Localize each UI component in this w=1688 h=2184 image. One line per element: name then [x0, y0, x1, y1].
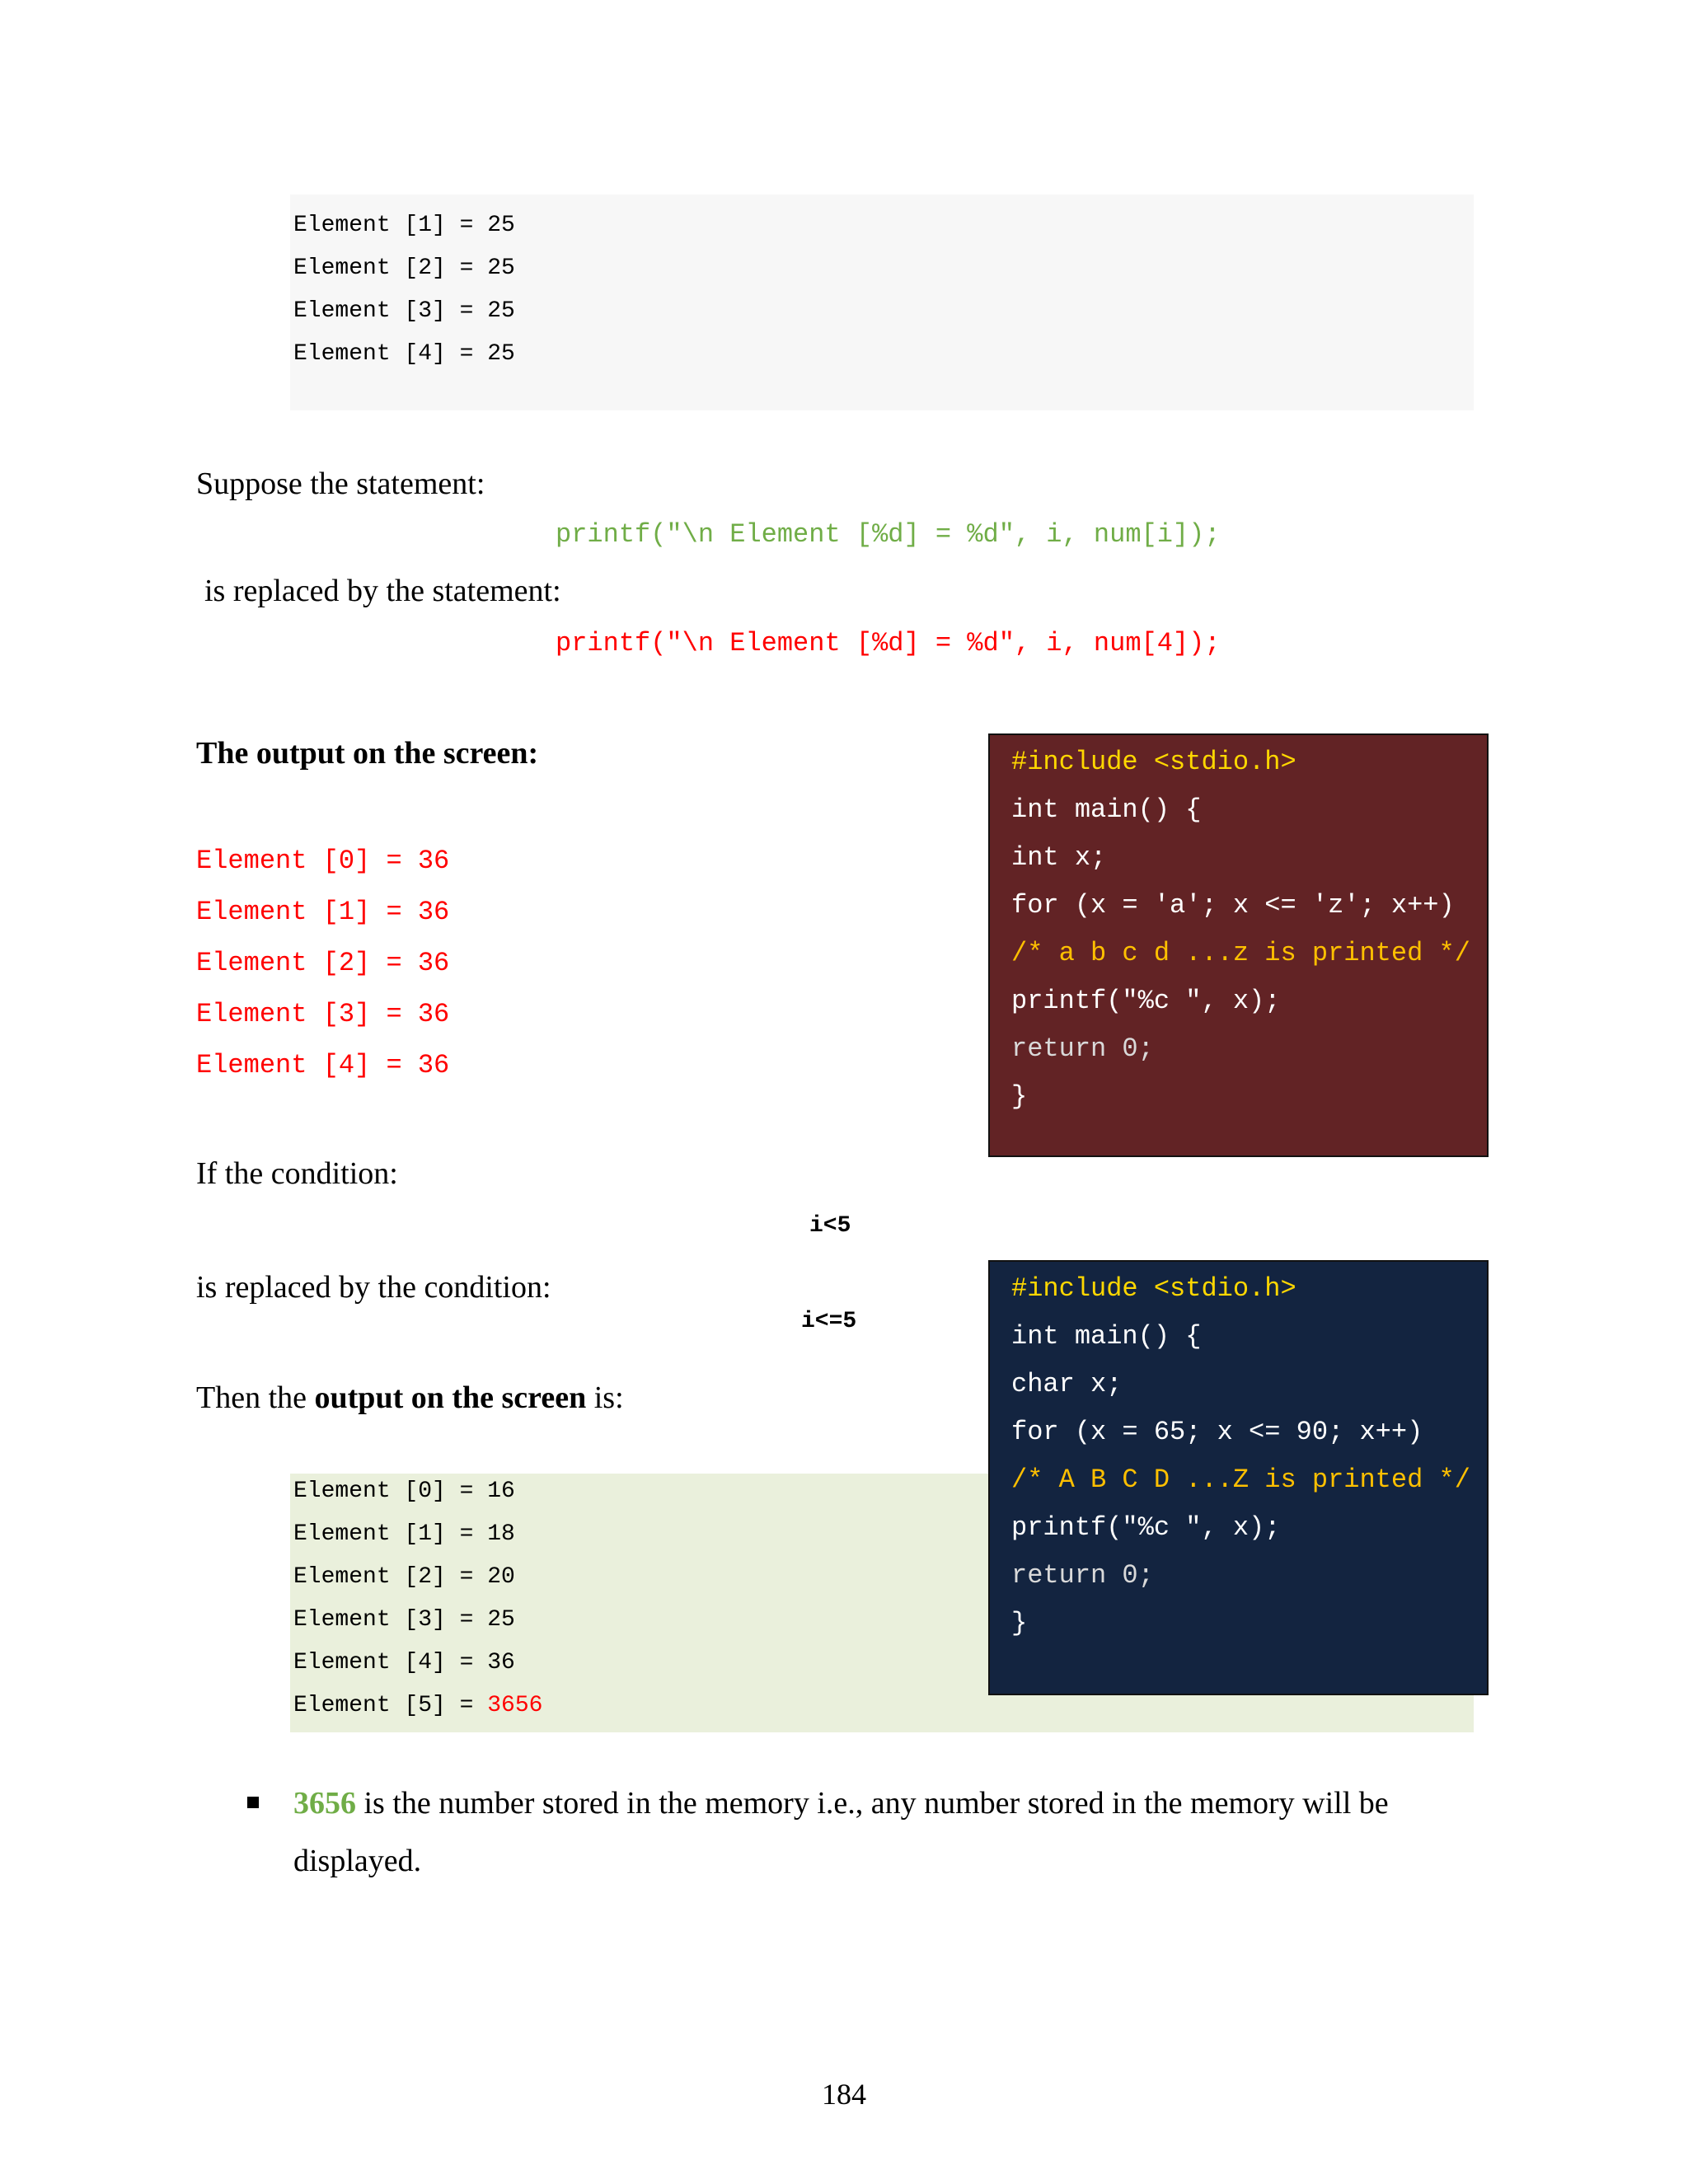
output-red-line: Element [0] = 36 [196, 846, 450, 876]
output-line: Element [3] = 25 [293, 1607, 515, 1633]
then-text-bold: output on the screen [314, 1380, 587, 1415]
output-line: Element [0] = 16 [293, 1479, 515, 1504]
then-text-before: Then the [196, 1380, 315, 1415]
output-line: Element [2] = 20 [293, 1564, 515, 1590]
code-return: return 0; [1011, 1560, 1154, 1591]
code-box-uppercase [988, 1260, 1489, 1695]
output-line-last [293, 1690, 542, 1722]
output-red-line: Element [2] = 36 [196, 948, 450, 978]
code-box-lowercase [988, 733, 1489, 1157]
replaced-condition-text: is replaced by the condition: [196, 1270, 551, 1305]
code-close: } [1011, 1081, 1028, 1112]
code-decl: int x; [1011, 842, 1107, 873]
code-decl: char x; [1011, 1369, 1123, 1399]
code-close: } [1011, 1608, 1028, 1638]
code-print: printf("%c ", x); [1011, 1512, 1281, 1543]
output-red-line: Element [1] = 36 [196, 897, 450, 927]
code-print: printf("%c ", x); [1011, 986, 1281, 1016]
replaced-statement-text: is replaced by the statement: [204, 574, 561, 608]
note-text: is the number stored in the memory i.e., any number stored in the memory will be [356, 1786, 1389, 1821]
suppose-text: Suppose the statement: [196, 466, 485, 501]
output-red-line: Element [4] = 36 [196, 1050, 450, 1080]
output-line: Element [3] = 25 [293, 298, 515, 324]
statement-original: printf("\n Element [%d] = %d", i, num[i]); [556, 519, 1221, 550]
output-box-top [290, 194, 1474, 410]
code-return: return 0; [1011, 1033, 1154, 1064]
code-main: int main() { [1011, 1321, 1202, 1352]
output-heading: The output on the screen: [196, 736, 539, 771]
code-loop: for (x = 'a'; x <= 'z'; x++) [1011, 890, 1455, 921]
output-last-prefix: Element [5] = [293, 1693, 488, 1718]
code-main: int main() { [1011, 794, 1202, 825]
output-line: Element [4] = 36 [293, 1650, 515, 1675]
output-line: Element [1] = 18 [293, 1521, 515, 1547]
note-line-1 [293, 1783, 1389, 1823]
output-line: Element [4] = 25 [293, 341, 515, 367]
output-line: Element [2] = 25 [293, 255, 515, 281]
condition-replaced: i<=5 [801, 1309, 857, 1334]
bullet-square-icon [247, 1797, 259, 1808]
code-include: #include <stdio.h> [1011, 747, 1296, 777]
output-line: Element [1] = 25 [293, 213, 515, 238]
then-output-text [196, 1378, 624, 1418]
statement-replaced: printf("\n Element [%d] = %d", i, num[4]); [556, 628, 1221, 658]
if-condition-text: If the condition: [196, 1156, 398, 1191]
code-loop: for (x = 65; x <= 90; x++) [1011, 1417, 1423, 1447]
note-line-2: displayed. [293, 1844, 422, 1878]
page-number: 184 [822, 2078, 866, 2111]
code-include: #include <stdio.h> [1011, 1273, 1296, 1304]
note-number: 3656 [293, 1786, 356, 1821]
condition-original: i<5 [809, 1213, 851, 1239]
code-comment: /* A B C D ...Z is printed */ [1011, 1465, 1470, 1495]
output-last-value: 3656 [487, 1693, 543, 1718]
output-red-line: Element [3] = 36 [196, 999, 450, 1029]
then-text-after: is: [586, 1380, 624, 1415]
code-comment: /* a b c d ...z is printed */ [1011, 938, 1470, 968]
